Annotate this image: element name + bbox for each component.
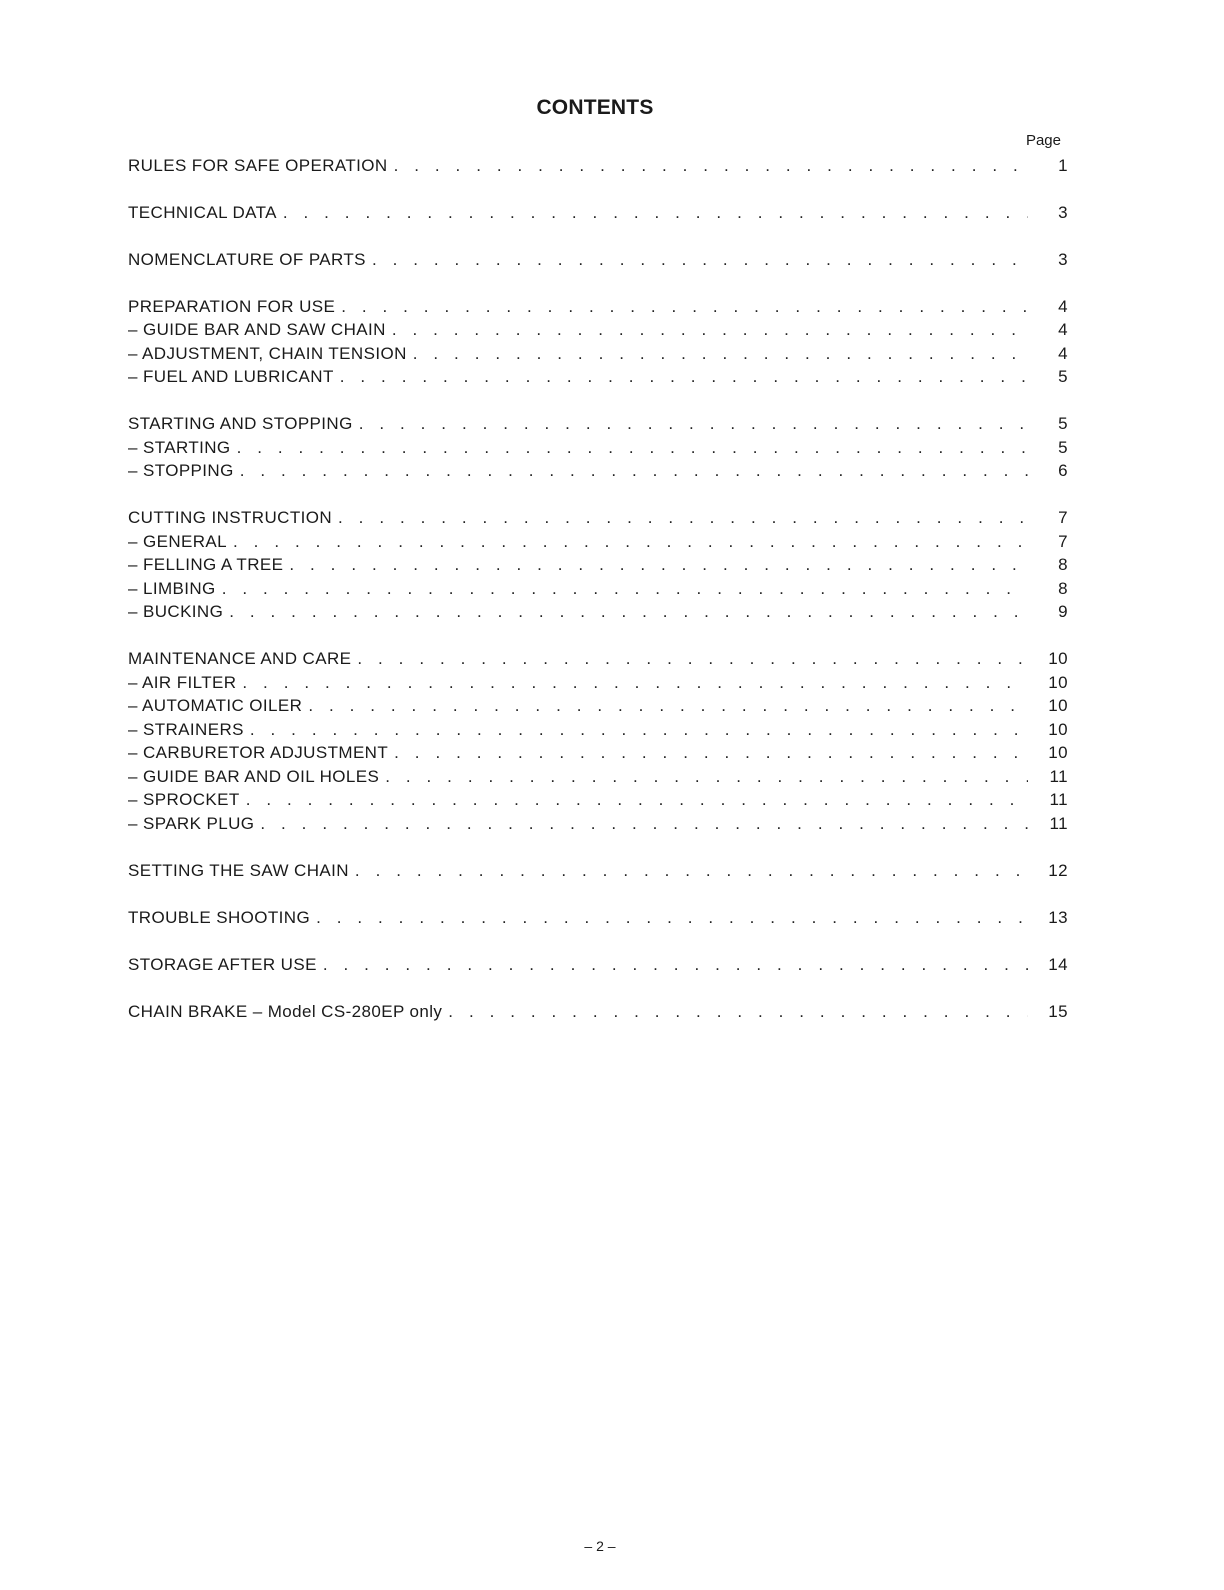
toc-entry-label: – GENERAL: [128, 532, 228, 551]
toc-entry-fuel-and-lubricant: [128, 367, 1068, 391]
toc-entry-page: 4: [1058, 344, 1068, 363]
toc-entry-label: CUTTING INSTRUCTION: [128, 508, 333, 527]
dot-leader: [260, 814, 1028, 834]
dot-leader: [229, 602, 1028, 622]
toc-entry-page: 3: [1058, 203, 1068, 222]
toc-entry-page: 11: [1049, 814, 1068, 833]
dot-leader: [283, 203, 1028, 223]
toc-entry-page: 10: [1048, 673, 1068, 692]
toc-entry-felling-a-tree: [128, 555, 1068, 579]
toc-entry-label: STARTING AND STOPPING: [128, 414, 353, 433]
toc-entry-label: – GUIDE BAR AND SAW CHAIN: [128, 320, 386, 339]
toc-entry-page: 3: [1058, 250, 1068, 269]
toc-entry-label: – STOPPING: [128, 461, 234, 480]
dot-leader: [250, 720, 1028, 740]
toc-entry-page: 7: [1058, 508, 1068, 527]
dot-leader: [355, 861, 1028, 881]
toc-entry-strainers: [128, 720, 1068, 744]
toc-entry-label: CHAIN BRAKE – Model CS-280EP only: [128, 1002, 443, 1021]
toc-entry-page: 9: [1058, 602, 1068, 621]
toc-entry-page: 15: [1048, 1002, 1068, 1021]
toc-entry-label: – STARTING: [128, 438, 231, 457]
toc-entry-label: – STRAINERS: [128, 720, 244, 739]
toc-entry-guide-bar-and-oil-holes: [128, 767, 1068, 791]
toc-entry-label: TECHNICAL DATA: [128, 203, 277, 222]
toc-entry-spark-plug: [128, 814, 1068, 838]
toc-entry-page: 14: [1048, 955, 1068, 974]
dot-leader: [413, 344, 1028, 364]
dot-leader: [237, 438, 1028, 458]
page-title: CONTENTS: [536, 96, 654, 119]
toc-entry-label: – AIR FILTER: [128, 673, 237, 692]
dot-leader: [394, 156, 1028, 176]
toc-entry-label: MAINTENANCE AND CARE: [128, 649, 352, 668]
dot-leader: [357, 649, 1028, 669]
page-number: – 2 –: [584, 1538, 616, 1554]
dot-leader: [308, 696, 1028, 716]
toc-entry-label: – SPARK PLUG: [128, 814, 255, 833]
toc-entry-label: – AUTOMATIC OILER: [128, 696, 303, 715]
toc-entry-rules-for-safe-operation: [128, 156, 1068, 180]
toc-entry-stopping: [128, 461, 1068, 485]
toc-entry-label: PREPARATION FOR USE: [128, 297, 336, 316]
toc-entry-page: 7: [1058, 532, 1068, 551]
toc-entry-page: 13: [1048, 908, 1068, 927]
toc-entry-cutting-instruction: [128, 508, 1068, 532]
toc-entry-label: – FUEL AND LUBRICANT: [128, 367, 334, 386]
toc-entry-label: RULES FOR SAFE OPERATION: [128, 156, 388, 175]
toc-entry-setting-the-saw-chain: [128, 861, 1068, 885]
toc-entry-label: – CARBURETOR ADJUSTMENT: [128, 743, 389, 762]
toc-entry-label: STORAGE AFTER USE: [128, 955, 317, 974]
dot-leader: [323, 955, 1028, 975]
toc-entry-page: 10: [1048, 649, 1068, 668]
dot-leader: [359, 414, 1028, 434]
toc-entry-page: 10: [1048, 743, 1068, 762]
toc-entry-technical-data: [128, 203, 1068, 227]
toc-entry-label: – ADJUSTMENT, CHAIN TENSION: [128, 344, 407, 363]
toc-entry-label: TROUBLE SHOOTING: [128, 908, 311, 927]
toc-entry-page: 6: [1058, 461, 1068, 480]
dot-leader: [233, 532, 1028, 552]
page-column-header: Page: [1025, 132, 1061, 149]
toc-entry-page: 10: [1048, 720, 1068, 739]
toc-entry-label: – SPROCKET: [128, 790, 240, 809]
dot-leader: [222, 579, 1028, 599]
toc-entry-storage-after-use: [128, 955, 1068, 979]
toc-entry-page: 5: [1058, 414, 1068, 433]
toc-entry-sprocket: [128, 790, 1068, 814]
toc-entry-adjustment-chain-tension: [128, 344, 1068, 368]
toc-entry-page: 1: [1058, 156, 1068, 175]
toc-entry-label: NOMENCLATURE OF PARTS: [128, 250, 366, 269]
toc-entry-page: 8: [1058, 579, 1068, 598]
toc-entry-label: – BUCKING: [128, 602, 224, 621]
dot-leader: [289, 555, 1028, 575]
toc-entry-trouble-shooting: [128, 908, 1068, 932]
toc-entry-preparation-for-use: [128, 297, 1068, 321]
toc-entry-page: 10: [1048, 696, 1068, 715]
toc-entry-limbing: [128, 579, 1068, 603]
toc-entry-label: – GUIDE BAR AND OIL HOLES: [128, 767, 380, 786]
dot-leader: [316, 908, 1028, 928]
toc-entry-starting-and-stopping: [128, 414, 1068, 438]
toc-entry-page: 11: [1049, 790, 1068, 809]
toc-entry-page: 12: [1048, 861, 1068, 880]
toc-entry-bucking: [128, 602, 1068, 626]
dot-leader: [385, 767, 1028, 787]
toc-entry-page: 4: [1058, 297, 1068, 316]
toc-entry-carburetor-adjustment: [128, 743, 1068, 767]
toc-entry-page: 11: [1049, 767, 1068, 786]
toc-entry-page: 8: [1058, 555, 1068, 574]
dot-leader: [394, 743, 1028, 763]
dot-leader: [392, 320, 1028, 340]
dot-leader: [372, 250, 1028, 270]
toc-entry-page: 4: [1058, 320, 1068, 339]
toc-entry-maintenance-and-care: [128, 649, 1068, 673]
toc-entry-nomenclature-of-parts: [128, 250, 1068, 274]
toc-entry-starting: [128, 438, 1068, 462]
toc-entry-page: 5: [1058, 367, 1068, 386]
toc-entry-guide-bar-and-saw-chain: [128, 320, 1068, 344]
toc-entry-page: 5: [1058, 438, 1068, 457]
dot-leader: [341, 297, 1028, 317]
toc-entry-automatic-oiler: [128, 696, 1068, 720]
dot-leader: [340, 367, 1028, 387]
dot-leader: [246, 790, 1028, 810]
dot-leader: [448, 1002, 1028, 1022]
dot-leader: [240, 461, 1028, 481]
toc-entry-label: – LIMBING: [128, 579, 216, 598]
toc-entry-chain-brake: [128, 1002, 1068, 1026]
toc-entry-label: SETTING THE SAW CHAIN: [128, 861, 349, 880]
toc-entry-general: [128, 532, 1068, 556]
toc-entry-air-filter: [128, 673, 1068, 697]
dot-leader: [338, 508, 1028, 528]
toc-entry-label: – FELLING A TREE: [128, 555, 284, 574]
dot-leader: [242, 673, 1028, 693]
